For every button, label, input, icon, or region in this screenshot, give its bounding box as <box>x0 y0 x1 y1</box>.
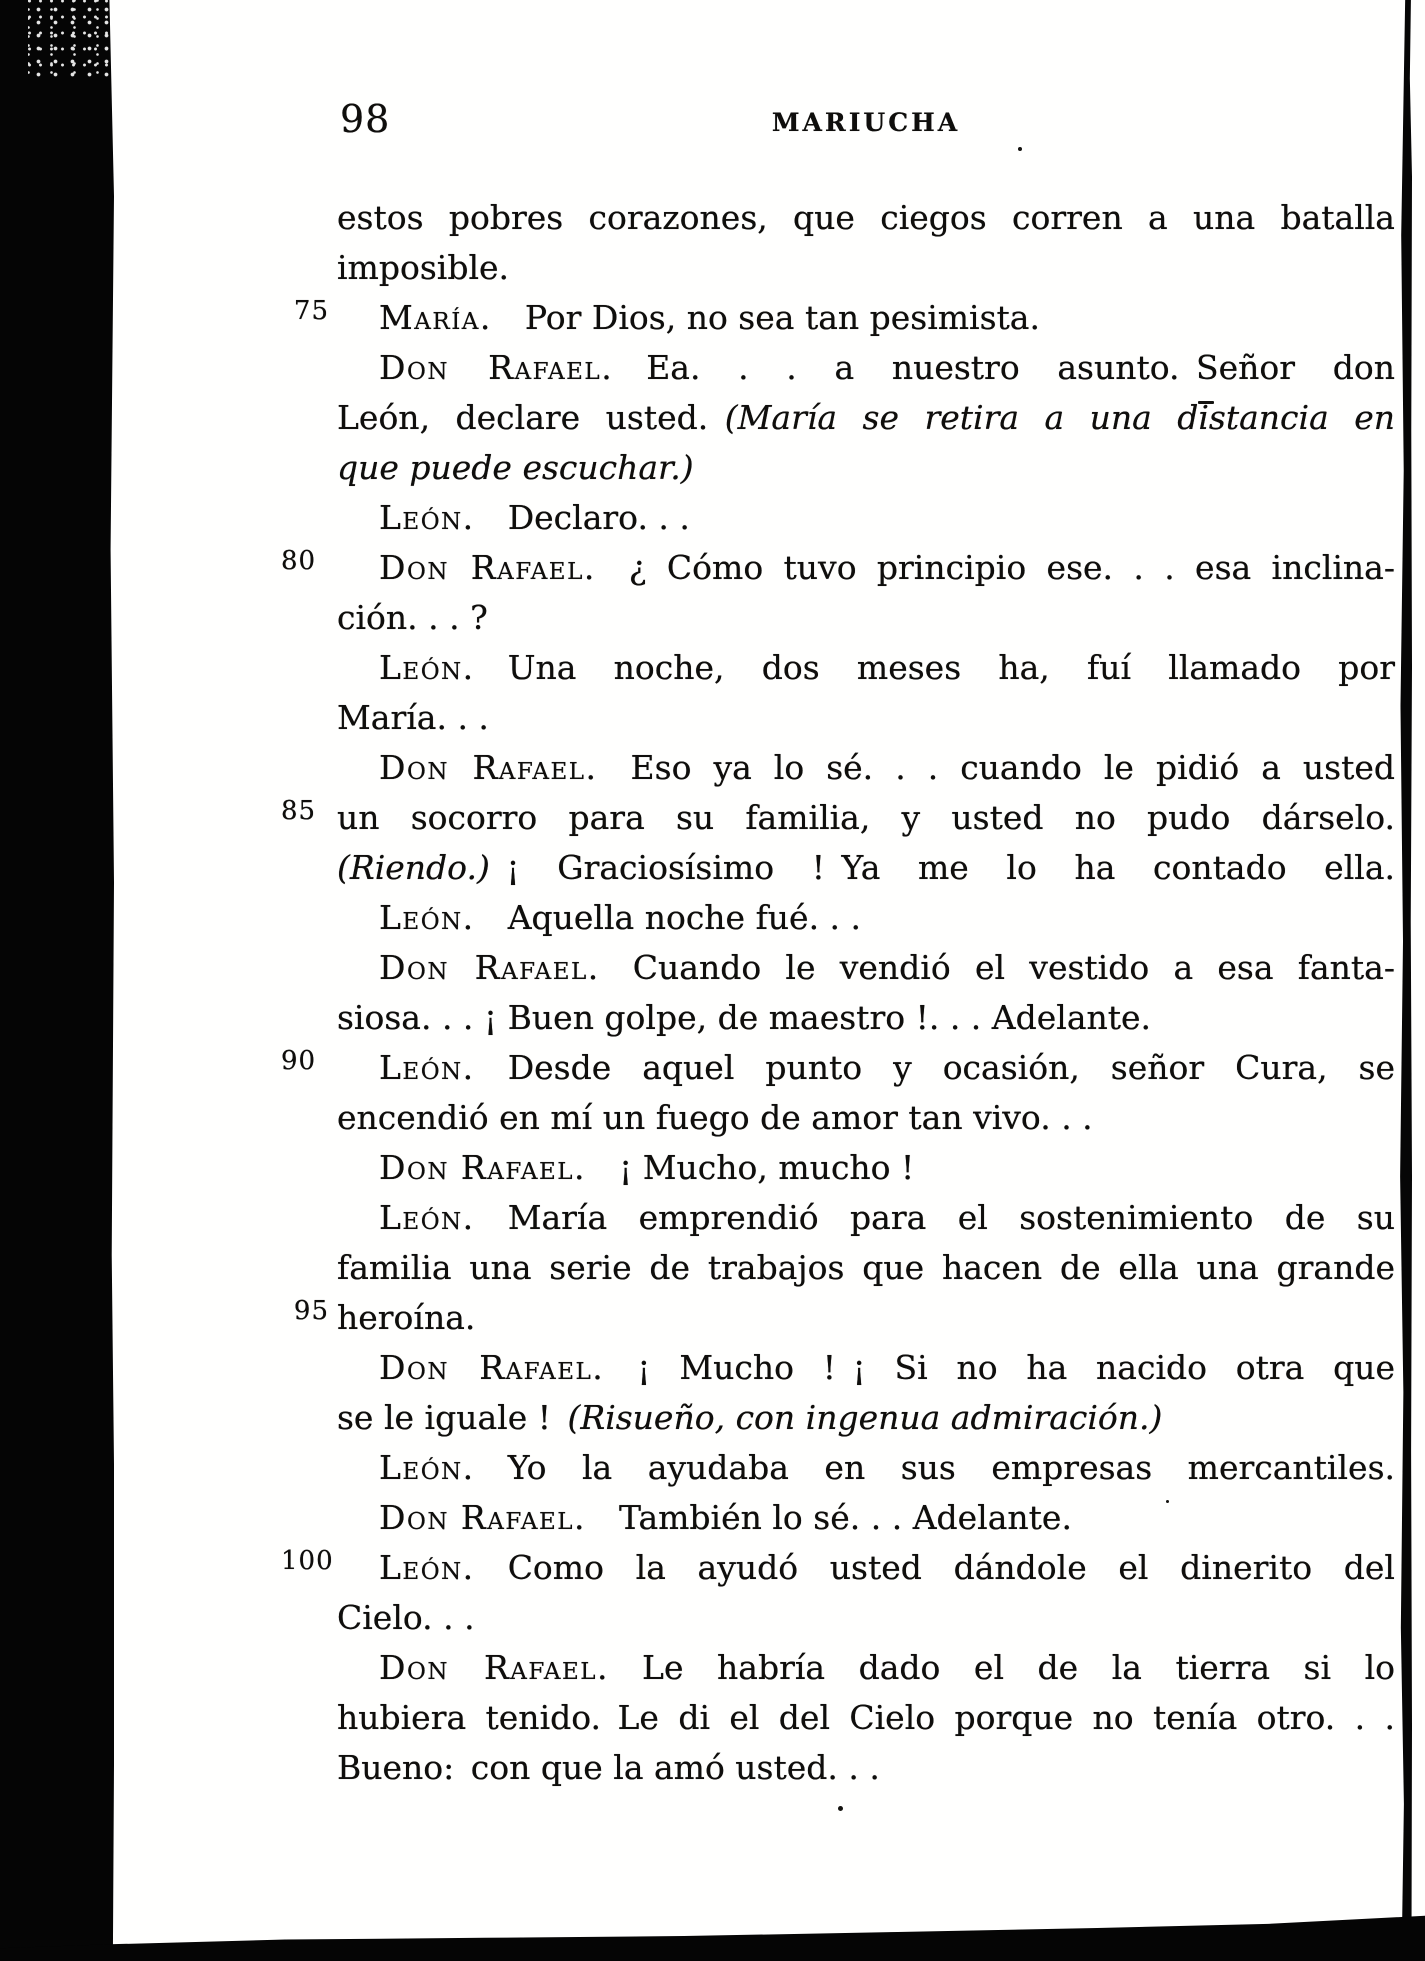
running-title: MARIUCHA <box>771 108 961 137</box>
speaker-name: León. <box>379 1548 475 1587</box>
text-line <box>337 393 1395 443</box>
dialogue-text: ción. . . ? <box>337 598 488 637</box>
dialogue-text: Cuando le vendió el vestido a esa fanta- <box>599 948 1395 987</box>
scan-bottom-edge <box>0 1903 1425 1961</box>
text-line <box>281 543 1396 593</box>
speaker-name: León. <box>379 1448 475 1487</box>
speaker-name: León. <box>379 498 475 537</box>
text-line <box>337 1693 1395 1743</box>
speaker-name: León. <box>379 1048 475 1087</box>
text-line <box>337 643 1395 693</box>
margin-line-number: 95 <box>293 1296 329 1326</box>
speaker-name: León. <box>379 648 475 687</box>
dialogue-text: Yo la ayudaba en sus empresas mercantiles. <box>474 1448 1395 1487</box>
speaker-name: Don Rafael. <box>379 348 614 387</box>
binding-speckle-texture <box>28 0 114 78</box>
dialogue-text: Ea. . . a nuestro asunto. Señor don <box>613 348 1395 387</box>
dialogue-text: estos pobres corazones, que ciegos corren a una batalla <box>337 198 1395 237</box>
text-line <box>281 793 1395 843</box>
dialogue-text: hubiera tenido. Le di el del Cielo porque no tenía otro. . . <box>337 1698 1395 1737</box>
dialogue-text: María. . . <box>337 698 489 737</box>
text-line <box>337 1443 1395 1493</box>
speaker-name: Don Rafael. <box>379 748 598 787</box>
text-line <box>337 343 1395 393</box>
text-line <box>281 1043 1395 1093</box>
page-edge-line <box>1394 0 1412 1961</box>
text-line <box>337 1343 1395 1393</box>
text-line <box>337 1243 1395 1293</box>
dialogue-text: Desde aquel punto y ocasión, señor Cura, se <box>474 1048 1395 1087</box>
text-line <box>293 293 1395 343</box>
text-line <box>337 743 1395 793</box>
dialogue-text: Le habría dado el de la tierra si lo <box>609 1648 1395 1687</box>
scan-noise-dot <box>120 460 123 463</box>
speaker-name: León. <box>379 898 475 937</box>
text-line <box>337 1493 1395 1543</box>
speaker-name: Don Rafael. <box>379 1348 605 1387</box>
dialogue-text: Una noche, dos meses ha, fuí llamado por <box>474 648 1395 687</box>
text-line <box>337 893 1395 943</box>
dialogue-text: Como la ayudó usted dándole el dinerito del <box>474 1548 1395 1587</box>
text-line <box>337 1643 1395 1693</box>
dialogue-text: se le iguale ! <box>337 1398 568 1437</box>
text-line <box>337 843 1395 893</box>
margin-line-number: 75 <box>293 296 329 326</box>
text-line <box>293 1293 1395 1343</box>
speaker-name: Don Rafael. <box>379 1648 610 1687</box>
text-line <box>337 943 1395 993</box>
dialogue-text: Eso ya lo sé. . . cuando le pidió a usted <box>597 748 1395 787</box>
text-line <box>337 1193 1395 1243</box>
binding-shadow-bar <box>0 0 114 1961</box>
ink-speck <box>838 1806 843 1811</box>
dialogue-text: Bueno: con que la amó usted. . . <box>337 1748 880 1787</box>
dialogue-text: siosa. . . ¡ Buen golpe, de maestro !. . . Adelante. <box>337 998 1152 1037</box>
text-line <box>337 1593 1395 1643</box>
stage-direction: que puede escuchar.) <box>337 448 694 487</box>
text-line <box>337 693 1395 743</box>
dialogue-text: ¡ Mucho, mucho ! <box>586 1148 915 1187</box>
dialogue-text: María emprendió para el sostenimiento de su <box>474 1198 1395 1237</box>
dialogue-text: un socorro para su familia, y usted no pudo dárselo. <box>337 798 1395 837</box>
speaker-name: León. <box>379 1198 475 1237</box>
dialogue-text: familia una serie de trabajos que hacen de ella una grande <box>337 1248 1395 1287</box>
dialogue-text: Aquella noche fué. . . <box>474 898 862 937</box>
margin-line-number: 80 <box>281 546 317 576</box>
text-line <box>337 993 1395 1043</box>
dialogue-text: ¿ Cómo tuvo principio ese. . . esa inclina- <box>595 548 1396 587</box>
text-line <box>337 1743 1395 1793</box>
text-line <box>281 1543 1395 1593</box>
text-line <box>337 1093 1395 1143</box>
margin-line-number: 100 <box>281 1546 334 1576</box>
page-number: 98 <box>340 97 391 141</box>
dialogue-text: Cielo. . . <box>337 1598 475 1637</box>
margin-line-number: 85 <box>281 796 317 826</box>
text-line <box>337 1393 1395 1443</box>
text-line <box>337 193 1395 243</box>
dialogue-text: ¡ Mucho ! ¡ Si no ha nacido otra que <box>604 1348 1396 1387</box>
dialogue-text: ¡ Graciosísimo ! Ya me lo ha contado ella. <box>489 848 1395 887</box>
speaker-name: Don Rafael. <box>379 948 600 987</box>
text-block <box>281 193 1396 1793</box>
text-line <box>337 443 1395 493</box>
text-line <box>337 593 1395 643</box>
text-line <box>337 493 1395 543</box>
stage-direction: (Risueño, con ingenua admiración.) <box>567 1398 1163 1437</box>
margin-line-number: 90 <box>281 1046 317 1076</box>
stage-direction: (Riendo.) <box>337 848 490 887</box>
ink-speck <box>1018 147 1022 151</box>
text-line <box>337 243 1395 293</box>
dialogue-text: León, declare usted. <box>337 398 725 437</box>
speaker-name: María. <box>379 298 492 337</box>
dialogue-text: heroína. <box>337 1298 476 1337</box>
dialogue-text: También lo sé. . . Adelante. <box>586 1498 1072 1537</box>
speaker-name: Don Rafael. <box>379 1148 587 1187</box>
speaker-name: Don Rafael. <box>379 548 596 587</box>
text-line <box>337 1143 1395 1193</box>
dialogue-text: imposible. <box>337 248 510 287</box>
dialogue-text: encendió en mí un fuego de amor tan vivo. . . <box>337 1098 1093 1137</box>
dialogue-text: Por Dios, no sea tan pesimista. <box>491 298 1040 337</box>
speaker-name: Don Rafael. <box>379 1498 587 1537</box>
dialogue-text: Declaro. . . <box>474 498 690 537</box>
stage-direction: (María se retira a una distancia en <box>724 398 1395 437</box>
